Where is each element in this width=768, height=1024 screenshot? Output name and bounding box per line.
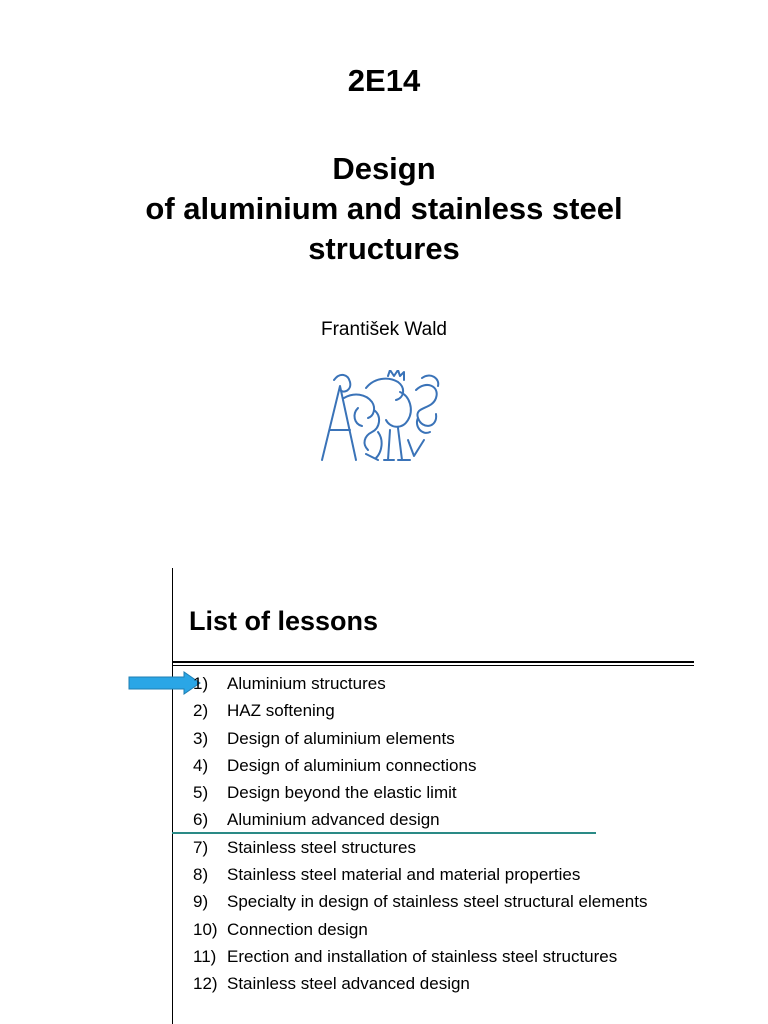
lesson-label: Stainless steel advanced design <box>227 974 470 994</box>
lessons-heading: List of lessons <box>189 606 379 636</box>
lesson-item <box>193 888 647 915</box>
lesson-item <box>193 670 647 697</box>
lesson-label: Design of aluminium elements <box>227 728 455 748</box>
course-code: 2E14 <box>347 63 421 98</box>
lesson-item <box>193 861 647 888</box>
lesson-number: 11) <box>193 946 217 966</box>
title-line-2: of aluminium and stainless steel <box>145 191 623 226</box>
lesson-item <box>193 752 647 779</box>
lesson-label: Erection and installation of stainless steel structures <box>227 946 618 966</box>
author-name: František Wald <box>321 319 447 340</box>
lesson-number: 5) <box>193 783 209 803</box>
lesson-label: Stainless steel material and material properties <box>227 865 581 885</box>
lesson-label: Design of aluminium connections <box>227 755 477 775</box>
lesson-number: 6) <box>193 810 209 830</box>
lesson-label: Stainless steel structures <box>227 837 416 857</box>
lesson-item <box>193 970 647 997</box>
lesson-item <box>193 834 647 861</box>
title-line-1: Design <box>332 151 436 186</box>
current-lesson-arrow-icon <box>128 671 202 695</box>
lesson-item <box>193 943 647 970</box>
ctu-lion-logo-icon <box>318 370 444 464</box>
lesson-number: 9) <box>193 892 209 912</box>
lesson-label: HAZ softening <box>227 701 335 721</box>
heading-divider-secondary <box>172 665 694 666</box>
title-line-3: structures <box>308 231 460 266</box>
lesson-item <box>193 916 647 943</box>
lesson-number: 8) <box>193 865 209 885</box>
lesson-item <box>193 725 647 752</box>
lesson-label: Connection design <box>227 919 368 939</box>
lesson-item <box>193 779 647 806</box>
lesson-item <box>193 806 647 833</box>
lesson-number: 10) <box>193 919 218 939</box>
left-vertical-rule <box>172 568 173 1024</box>
lesson-label: Design beyond the elastic limit <box>227 783 457 803</box>
lesson-label: Aluminium advanced design <box>227 810 440 830</box>
lesson-item <box>193 697 647 724</box>
lesson-number: 3) <box>193 728 209 748</box>
heading-divider <box>172 661 694 663</box>
page-title <box>0 149 768 269</box>
lesson-number: 12) <box>193 974 218 994</box>
lesson-number: 1) <box>193 674 209 693</box>
lesson-label: Specialty in design of stainless steel structural elements <box>227 892 648 912</box>
lesson-number: 7) <box>193 837 209 857</box>
lesson-number: 4) <box>193 755 209 775</box>
lesson-number: 2) <box>193 701 209 721</box>
section-divider <box>172 832 596 834</box>
lesson-label: Aluminium structures <box>227 674 386 693</box>
